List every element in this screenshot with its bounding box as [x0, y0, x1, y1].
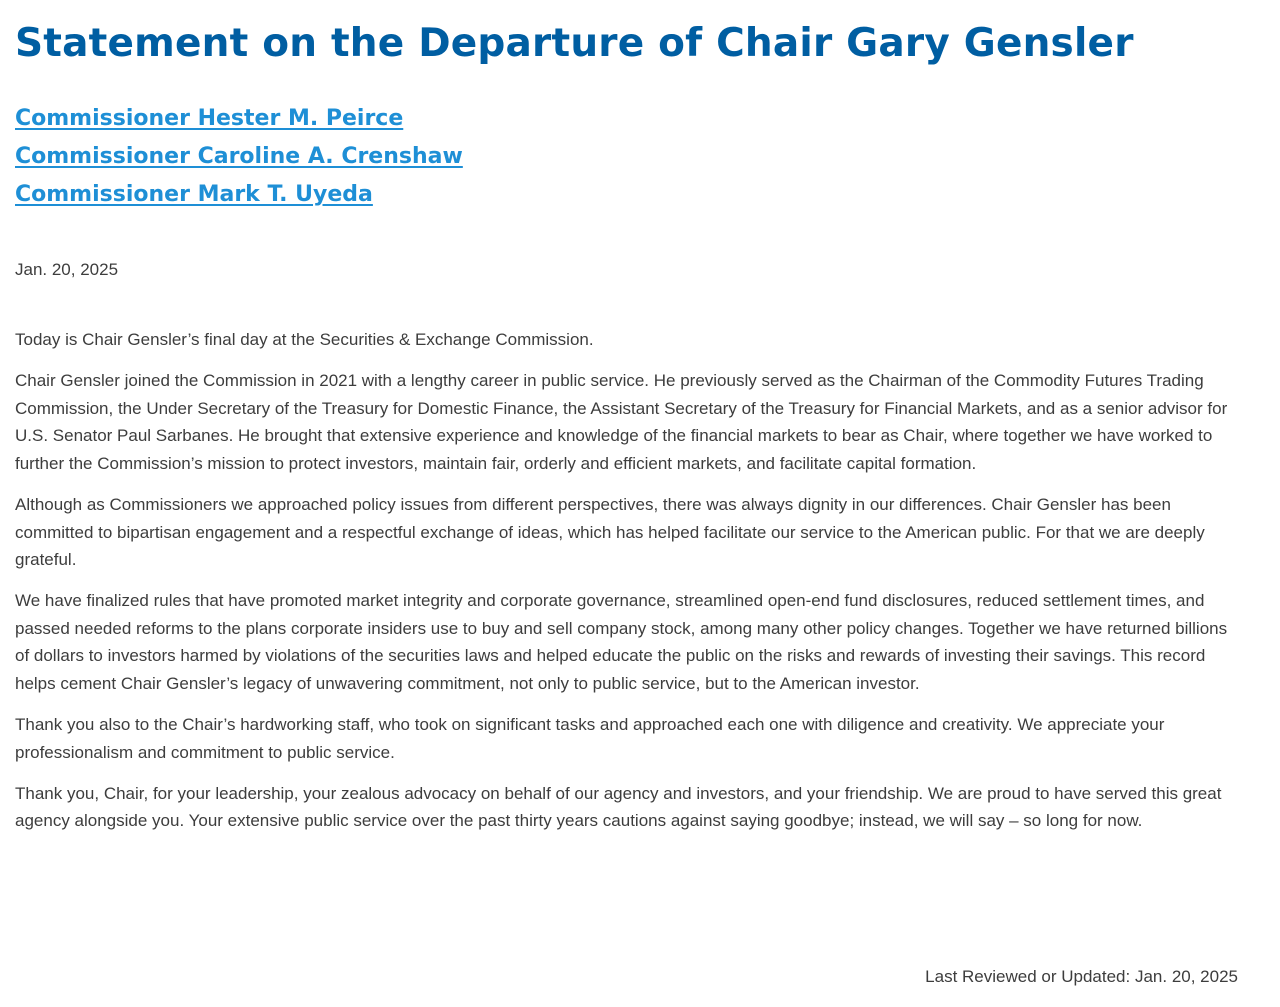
paragraph-final-day: Today is Chair Gensler’s final day at the Securities & Exchange Commission. — [15, 330, 594, 349]
paragraph-thank-you: Thank you, Chair, for your leadership, your zealous advocacy on behalf of our agency and investors, and your friendship. We are proud to have served this great agency alongside you. Your extensive public service over the past thirty years cautions against saying goodbye; instead, we will say – so long for now. — [15, 783, 1222, 831]
author-list — [15, 100, 463, 214]
page-title: Statement on the Departure of Chair Gary Gensler — [15, 21, 1134, 66]
author-link-peirce[interactable]: Commissioner Hester M. Peirce — [15, 106, 404, 131]
paragraph-staff: Thank you also to the Chair’s hardworking staff, who took on significant tasks and approached each one with diligence and creativity. We appreciate your professionalism and commitment to public service. — [15, 715, 1165, 762]
paragraph-career: Chair Gensler joined the Commission in 2021 with a lengthy career in public service. He previously served as the Chairman of the Commodity Futures Trading Commission, the Under Secretary of the Treasury for Domestic Finance, the Assistant Secretary of the Treasury for Financial Markets, and as a senior advisor for U.S. Senator Paul Sarbanes. He brought that extensive experience and knowledge of the financial markets to bear as Chair, where together we have worked to further the Commission’s mission to protect investors, maintain fair, orderly and efficient markets, and facilitate capital formation. — [15, 371, 1228, 473]
author-link-crenshaw[interactable]: Commissioner Caroline A. Crenshaw — [15, 144, 463, 169]
last-updated: Last Reviewed or Updated: Jan. 20, 2025 — [925, 967, 1238, 986]
statement-page — [15, 0, 1245, 831]
author-link-uyeda[interactable]: Commissioner Mark T. Uyeda — [15, 182, 373, 207]
paragraph-perspectives: Although as Commissioners we approached policy issues from different perspectives, there was always dignity in our differences. Chair Gensler has been committed to bipartisan engagement and a respectful exchange of ideas, which has helped facilitate our service to the American public. For that we are deeply grateful. — [15, 494, 1205, 570]
statement-date: Jan. 20, 2025 — [15, 260, 119, 279]
paragraph-rules: We have finalized rules that have promoted market integrity and corporate governance, streamlined open-end fund disclosures, reduced settlement times, and passed needed reforms to the plans corporate insiders use to buy and sell company stock, among many other policy changes. Together we have returned billions of dollars to investors harmed by violations of the securities laws and helped educate the public on the risks and rewards of investing their savings. This record helps cement Chair Gensler’s legacy of unwavering commitment, not only to public service, but to the American investor. — [15, 591, 1228, 694]
statement-body — [15, 326, 1245, 849]
